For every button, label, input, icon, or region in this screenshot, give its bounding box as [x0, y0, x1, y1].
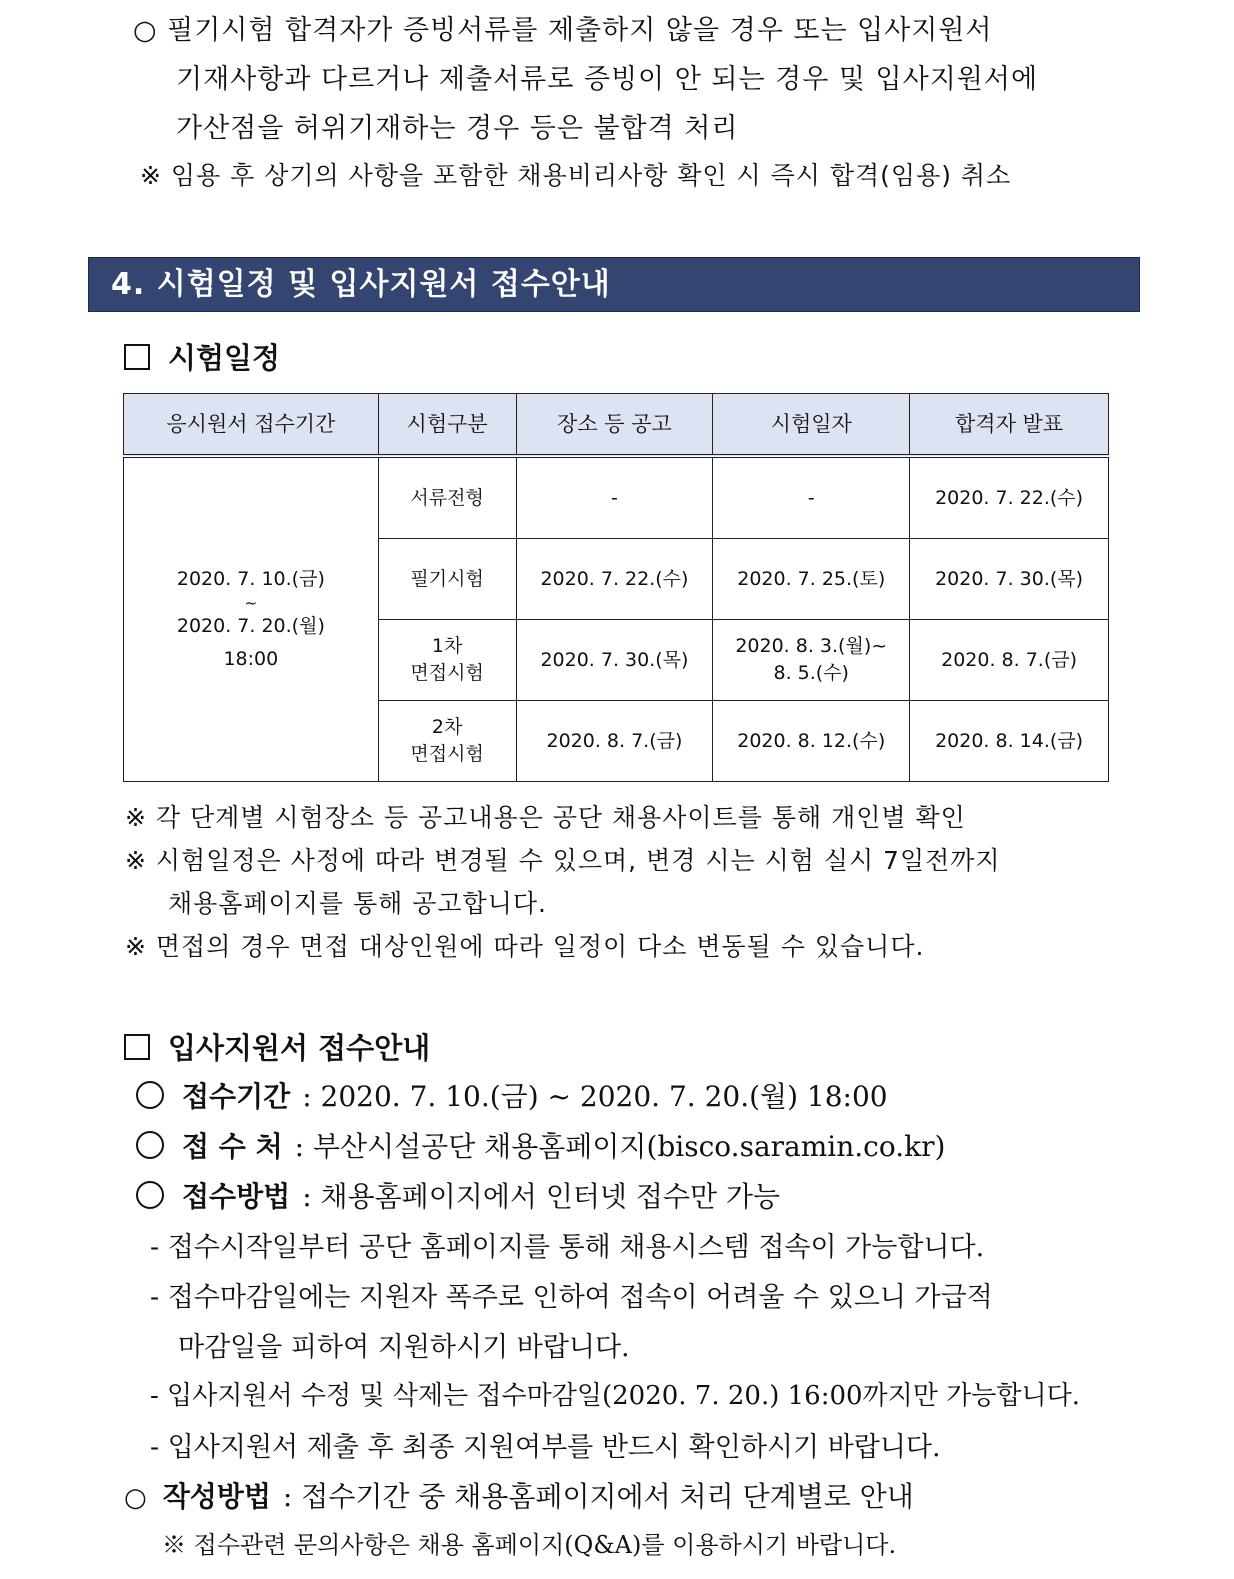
schedule-heading	[124, 336, 280, 377]
circle-bullet-icon	[136, 1181, 164, 1209]
method-bullet: 마감일을 피하여 지원하시기 바랍니다.	[178, 1332, 630, 1363]
notice-cell: 2020. 7. 30.(목)	[516, 620, 713, 701]
date-cell: 2020. 7. 25.(토)	[713, 539, 910, 620]
col-header-result: 합격자 발표	[910, 394, 1109, 457]
method-bullet: - 입사지원서 제출 후 최종 지원여부를 반드시 확인하시기 바랍니다.	[150, 1432, 941, 1463]
method-bullet: - 입사지원서 수정 및 삭제는 접수마감일(2020. 7. 20.) 16:00까지만 가능합니다.	[150, 1381, 1081, 1411]
schedule-note: ※ 면접의 경우 면접 대상인원에 따라 일정이 다소 변동될 수 있습니다.	[125, 932, 925, 961]
notice-cell: -	[516, 456, 713, 539]
period-start: 2020. 7. 10.(금)	[176, 568, 325, 590]
col-header-date: 시험일자	[713, 394, 910, 457]
type-cell: 필기시험	[378, 539, 516, 620]
col-header-type: 시험구분	[378, 394, 516, 457]
method-bullet: - 접수시작일부터 공단 홈페이지를 통해 채용시스템 접속이 가능합니다.	[150, 1232, 985, 1263]
application-heading	[124, 1026, 430, 1067]
date-cell: -	[713, 456, 910, 539]
period-sep: ~	[244, 594, 258, 612]
result-cell: 2020. 7. 30.(목)	[910, 539, 1109, 620]
application-method: 접수방법 : 채용홈페이지에서 인터넷 접수만 가능	[136, 1175, 780, 1215]
checkbox-icon	[124, 344, 150, 370]
application-heading-text: 입사지원서 접수안내	[168, 1031, 431, 1065]
date-cell: 2020. 8. 12.(수)	[713, 701, 910, 782]
schedule-heading-text: 시험일정	[168, 341, 281, 375]
col-header-period: 응시원서 접수기간	[124, 394, 379, 457]
table-row	[124, 456, 1109, 539]
schedule-note: 채용홈페이지를 통해 공고합니다.	[168, 889, 547, 918]
type-cell: 1차 면접시험	[378, 620, 516, 701]
circle-bullet-icon	[136, 1081, 164, 1109]
application-place: 접 수 처 : 부산시설공단 채용홈페이지(bisco.saramin.co.kr)	[136, 1125, 945, 1165]
schedule-note: ※ 각 단계별 시험장소 등 공고내용은 공단 채용사이트를 통해 개인별 확인	[125, 803, 966, 832]
result-cell: 2020. 8. 7.(금)	[910, 620, 1109, 701]
schedule-note: ※ 시험일정은 사정에 따라 변경될 수 있으며, 변경 시는 시험 실시 7일전까지	[125, 846, 1001, 875]
intro-line-3: 가산점을 허위기재하는 경우 등은 불합격 처리	[176, 113, 739, 144]
date-cell: 2020. 8. 3.(월)~ 8. 5.(수)	[713, 620, 910, 701]
table-header-row	[124, 394, 1109, 457]
col-header-notice: 장소 등 공고	[516, 394, 713, 457]
application-write-method: ○ 작성방법 : 접수기간 중 채용홈페이지에서 처리 단계별로 안내	[124, 1480, 914, 1513]
application-period: 접수기간 : 2020. 7. 10.(금) ~ 2020. 7. 20.(월) 18:00	[136, 1075, 888, 1115]
hollow-circle-icon: ○	[124, 1483, 147, 1513]
section-title: 4. 시험일정 및 입사지원서 접수안내	[111, 267, 611, 302]
period-time: 18:00	[223, 648, 279, 670]
notice-cell: 2020. 8. 7.(금)	[516, 701, 713, 782]
intro-line-4: ※ 임용 후 상기의 사항을 포함한 채용비리사항 확인 시 즉시 합격(임용) 취소	[140, 161, 1012, 190]
notice-cell: 2020. 7. 22.(수)	[516, 539, 713, 620]
type-cell: 2차 면접시험	[378, 701, 516, 782]
result-cell: 2020. 7. 22.(수)	[910, 456, 1109, 539]
method-bullet: - 접수마감일에는 지원자 폭주로 인하여 접속이 어려울 수 있으니 가급적	[150, 1282, 993, 1313]
period-end: 2020. 7. 20.(월)	[176, 615, 325, 637]
checkbox-icon	[124, 1034, 150, 1060]
application-period-cell	[124, 456, 379, 782]
application-footnote: ※ 접수관련 문의사항은 채용 홈페이지(Q&A)를 이용하시기 바랍니다.	[162, 1531, 897, 1559]
circle-bullet-icon	[136, 1131, 164, 1159]
type-cell: 서류전형	[378, 456, 516, 539]
intro-line-1: ○ 필기시험 합격자가 증빙서류를 제출하지 않을 경우 또는 입사지원서	[133, 15, 993, 46]
section-header	[88, 257, 1140, 312]
schedule-table	[123, 393, 1109, 782]
result-cell: 2020. 8. 14.(금)	[910, 701, 1109, 782]
intro-line-2: 기재사항과 다르거나 제출서류로 증빙이 안 되는 경우 및 입사지원서에	[176, 64, 1039, 95]
